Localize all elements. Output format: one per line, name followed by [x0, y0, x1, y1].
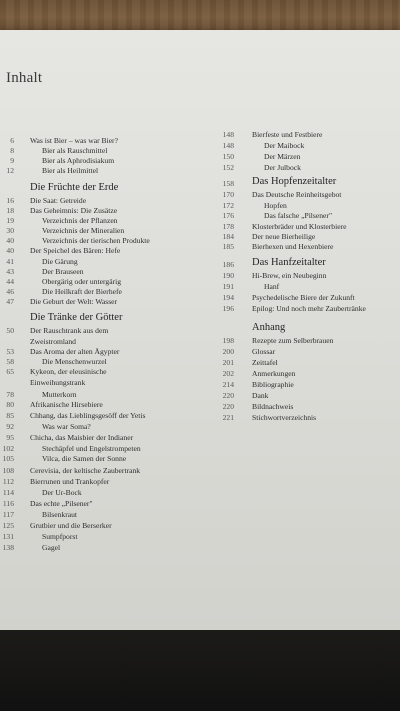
page-number: 158 — [222, 179, 234, 188]
section-heading: Das Hanfzeitalter — [252, 257, 326, 268]
page-number: 190 — [222, 271, 234, 280]
entry-title: Zeittafel — [252, 358, 278, 367]
page-number: 185 — [222, 242, 234, 251]
page-number: 176 — [222, 211, 234, 220]
page-number: 6 — [10, 136, 14, 145]
page-number: 201 — [222, 358, 234, 367]
page-number: 200 — [222, 347, 234, 356]
page-number: 78 — [6, 390, 14, 399]
page-number: 105 — [2, 454, 14, 463]
entry-title: Die Menschenwurzel — [42, 357, 107, 366]
page-number: 8 — [10, 146, 14, 155]
entry-title: Die Gärung — [42, 257, 78, 266]
page-number: 214 — [222, 380, 234, 389]
entry-title: Glossar — [252, 347, 276, 356]
entry-title: Vilca, die Samen der Sonne — [42, 454, 127, 463]
page-number: 131 — [2, 532, 14, 541]
entry-title: Bier als Heilmittel — [42, 166, 99, 175]
page-number: 95 — [6, 433, 14, 442]
entry-title: Chhang, das Lieblingsgesöff der Yetis — [30, 411, 146, 420]
entry-title: Das Aroma der alten Ägypter — [30, 347, 120, 356]
page-number: 46 — [6, 287, 14, 296]
entry-title: Zweistromland — [30, 337, 76, 346]
page-number: 125 — [2, 521, 14, 530]
page-number: 112 — [2, 477, 14, 486]
dark-surface — [0, 630, 400, 711]
page-number: 12 — [6, 166, 14, 175]
entry-title: Was war Soma? — [42, 422, 91, 431]
page-number: 196 — [222, 304, 234, 313]
page-title: Inhalt — [6, 70, 43, 86]
page-number: 30 — [6, 226, 14, 235]
page-number: 9 — [10, 156, 14, 165]
page-number: 53 — [6, 347, 14, 356]
page-number: 221 — [222, 413, 234, 422]
page-number: 148 — [222, 130, 234, 139]
section-heading: Das Hopfenzeitalter — [252, 176, 337, 187]
entry-title: Der Speichel des Bären: Hefe — [30, 246, 121, 255]
page-number: 198 — [222, 336, 234, 345]
entry-title: Afrikanische Hirsebiere — [30, 400, 103, 409]
page-number: 40 — [6, 236, 14, 245]
page-number: 152 — [222, 163, 234, 172]
page-number: 92 — [6, 422, 14, 431]
entry-title: Stechäpfel und Engelstrompeten — [42, 444, 141, 453]
page-number: 80 — [6, 400, 14, 409]
entry-title: Epilog: Und noch mehr Zaubertränke — [252, 304, 366, 313]
page-number: 44 — [6, 277, 14, 286]
entry-title: Was ist Bier – was war Bier? — [30, 136, 118, 145]
entry-title: Der Ur-Bock — [42, 488, 82, 497]
page-number: 114 — [2, 488, 14, 497]
section-heading: Die Früchte der Erde — [30, 182, 119, 193]
entry-title: Das Deutsche Reinheitsgebot — [252, 190, 342, 199]
page-number: 16 — [6, 196, 14, 205]
entry-title: Bier als Rauschmittel — [42, 146, 108, 155]
entry-title: Der Rauschtrank aus dem — [30, 326, 109, 335]
entry-title: Gagel — [42, 543, 61, 552]
page-number: 47 — [6, 297, 14, 306]
entry-title: Grutbier und die Berserker — [30, 521, 112, 530]
entry-title: Hanf — [264, 282, 280, 291]
page-number: 170 — [222, 190, 234, 199]
entry-title: Der Julbock — [264, 163, 301, 172]
entry-title: Chicha, das Maisbier der Indianer — [30, 433, 134, 442]
entry-title: Stichwortverzeichnis — [252, 413, 317, 422]
entry-title: Verzeichnis der Pflanzen — [42, 216, 118, 225]
page-number: 186 — [222, 260, 234, 269]
section-heading: Anhang — [252, 322, 286, 333]
entry-title: Bier als Aphrodisiakum — [42, 156, 115, 165]
page-number: 85 — [6, 411, 14, 420]
entry-title: Die Geburt der Welt: Wasser — [30, 297, 118, 306]
entry-title: Bildnachweis — [252, 402, 294, 411]
entry-title: Hopfen — [264, 201, 287, 210]
entry-title: Die Heilkraft der Bierhefe — [42, 287, 122, 296]
page-number: 65 — [6, 367, 14, 376]
entry-title: Der Brauseen — [42, 267, 84, 276]
entry-title: Bibliographie — [252, 380, 294, 389]
entry-title: Bierrunen und Trankopfer — [30, 477, 110, 486]
page-number: 220 — [222, 402, 234, 411]
entry-title: Dank — [252, 391, 269, 400]
page-number: 178 — [222, 222, 234, 231]
page-number: 108 — [2, 466, 14, 475]
page-number: 148 — [222, 141, 234, 150]
page-number: 172 — [222, 201, 234, 210]
entry-title: Psychedelische Biere der Zukunft — [252, 293, 355, 302]
page-number: 41 — [6, 257, 14, 266]
page-number: 184 — [222, 232, 234, 241]
entry-title: Das falsche „Pilsener" — [264, 211, 333, 220]
page-number: 138 — [2, 543, 14, 552]
page-number: 191 — [222, 282, 234, 291]
page-number: 58 — [6, 357, 14, 366]
entry-title: Bilsenkraut — [42, 510, 78, 519]
entry-title: Cerevisia, der keltische Zaubertrank — [30, 466, 141, 475]
page-number: 117 — [2, 510, 14, 519]
entry-title: Bierfeste und Festbiere — [252, 130, 323, 139]
page-number: 50 — [6, 326, 14, 335]
entry-title: Sumpfporst — [42, 532, 78, 541]
entry-title: Einweihungstrank — [30, 378, 86, 387]
entry-title: Die Saat: Getreide — [30, 196, 87, 205]
entry-title: Mutterkorn — [42, 390, 77, 399]
entry-title: Klosterbräder und Klosterbiere — [252, 222, 347, 231]
section-heading: Die Tränke der Götter — [30, 312, 123, 323]
entry-title: Verzeichnis der Mineralien — [42, 226, 125, 235]
entry-title: Hi-Brew, ein Neubeginn — [252, 271, 327, 280]
page-number: 19 — [6, 216, 14, 225]
entry-title: Der Märzen — [264, 152, 301, 161]
entry-title: Der Maibock — [264, 141, 305, 150]
page-number: 202 — [222, 369, 234, 378]
entry-title: Bierhexen und Hexenbiere — [252, 242, 334, 251]
page-number: 194 — [222, 293, 234, 302]
page-number: 150 — [222, 152, 234, 161]
page-number: 43 — [6, 267, 14, 276]
entry-title: Kykeon, der eleusinische — [30, 367, 107, 376]
entry-title: Rezepte zum Selberbrauen — [252, 336, 334, 345]
entry-title: Das Geheimnis: Die Zusätze — [30, 206, 118, 215]
entry-title: Obergärig oder untergärig — [42, 277, 122, 286]
page-number: 18 — [6, 206, 14, 215]
page-number: 102 — [2, 444, 14, 453]
entry-title: Anmerkungen — [252, 369, 296, 378]
entry-title: Das echte „Pilsener" — [30, 499, 93, 508]
page-number: 116 — [2, 499, 14, 508]
page-number: 40 — [6, 246, 14, 255]
entry-title: Verzeichnis der tierischen Produkte — [42, 236, 150, 245]
entry-title: Der neue Bierheilige — [252, 232, 316, 241]
page-number: 220 — [222, 391, 234, 400]
